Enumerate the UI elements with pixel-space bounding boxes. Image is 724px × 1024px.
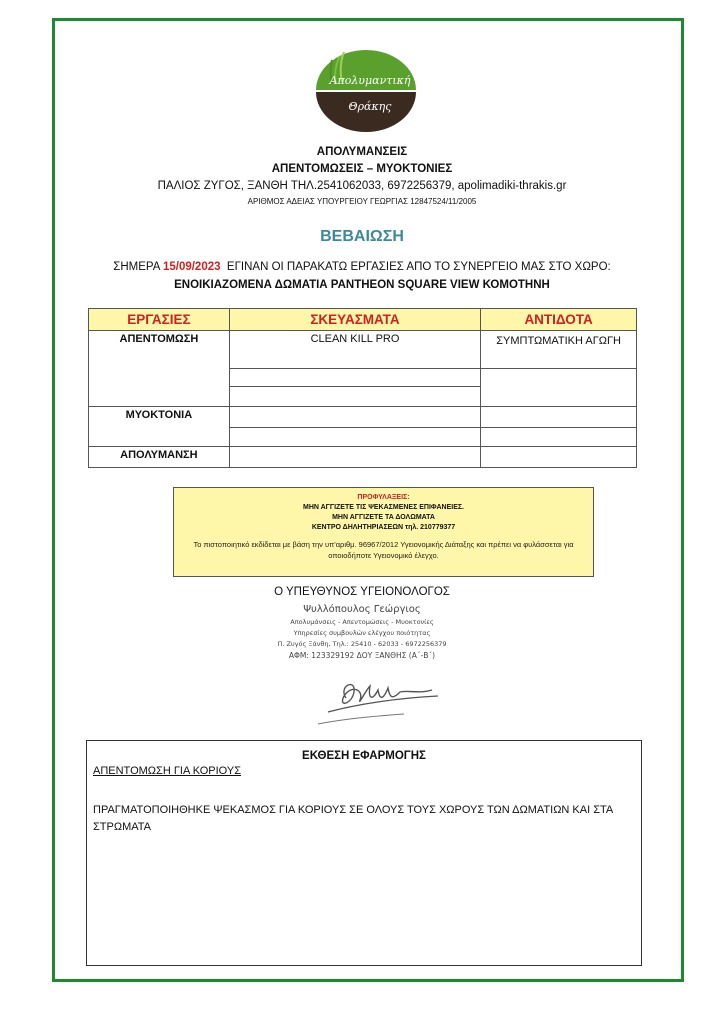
- company-logo: [310, 50, 422, 134]
- antidote-cell: ΣΥΜΠΤΩΜΑΤΙΚΗ ΑΓΩΓΗ: [481, 331, 637, 369]
- empty-cell: [229, 407, 480, 428]
- header-works: ΕΡΓΑΣΙΕΣ: [89, 309, 230, 331]
- handwritten-signature: [308, 668, 448, 728]
- empty-cell: [229, 369, 480, 387]
- precaution-line: ΜΗΝ ΑΓΓΙΖΕΤΕ ΤΑ ΔΟΛΩΜΑΤΑ: [332, 514, 435, 521]
- today-suffix: ΕΓΙΝΑΝ ΟΙ ΠΑΡΑΚΑΤΩ ΕΡΓΑΣΙΕΣ ΑΠΟ ΤΟ ΣΥΝΕΡΓΕΙΟ ΜΑΣ ΣΤΟ ΧΩΡΟ:: [220, 261, 611, 273]
- empty-cell: [229, 387, 480, 407]
- poison-center-line: ΚΕΝΤΡΟ ΔΗΛΗΤΗΡΙΑΣΕΩΝ τηλ. 210779377: [311, 524, 456, 531]
- logo-text-top: Απολυμαντική: [329, 74, 411, 87]
- signoff-block: [0, 586, 724, 660]
- header-products: ΣΚΕΥΑΣΜΑΤΑ: [229, 309, 480, 331]
- table-row: [89, 447, 637, 468]
- license-number: ΑΡΙΘΜΟΣ ΑΔΕΙΑΣ ΥΠΟΥΡΓΕΙΟΥ ΓΕΩΡΓΙΑΣ 12847524/11/2005: [247, 197, 477, 206]
- stamp-line: Π. Ζυγός Ξάνθη, Τηλ.: 25410 - 62033 - 6972256379: [277, 640, 447, 648]
- header-line1: ΑΠΟΛΥΜΑΝΣΕΙΣ: [316, 146, 408, 158]
- category-disinsection: ΑΠΕΝΤΟΜΩΣΗ: [89, 331, 230, 407]
- today-statement: [0, 261, 724, 273]
- today-prefix: ΣΗΜΕΡΑ: [113, 261, 163, 273]
- precautions-heading: ΠΡΟΦΥΛΑΞΕΙΣ:: [357, 494, 410, 501]
- company-address: ΠΑΛΙΟΣ ΖΥΓΟΣ, ΞΑΝΘΗ ΤΗΛ.2541062033, 6972256379, apolimadiki-thrakis.gr: [157, 180, 567, 192]
- precautions-box: [173, 487, 594, 577]
- empty-cell: [229, 447, 480, 468]
- category-rodent-control: ΜΥΟΚΤΟΝΙΑ: [89, 407, 230, 447]
- report-title: ΕΚΘΕΣΗ ΕΦΑΡΜΟΓΗΣ: [302, 750, 426, 762]
- service-date: 15/09/2023: [162, 261, 221, 273]
- certificate-title: ΒΕΒΑΙΩΣΗ: [320, 228, 404, 245]
- precaution-line: ΜΗΝ ΑΓΓΙΖΕΤΕ ΤΙΣ ΨΕΚΑΣΜΕΝΕΣ ΕΠΙΦΑΝΕΙΕΣ.: [302, 504, 465, 511]
- report-subtitle: ΑΠΕΝΤΟΜΩΣΗ ΓΙΑ ΚΟΡΙΟΥΣ: [93, 765, 242, 777]
- product-cell: CLEAN KILL PRO: [229, 331, 480, 369]
- report-body: ΠΡΑΓΜΑΤΟΠΟΙΗΘΗΚΕ ΨΕΚΑΣΜΟΣ ΓΙΑ ΚΟΡΙΟΥΣ ΣΕ ΟΛΟΥΣ ΤΟΥΣ ΧΩΡΟΥΣ ΤΩΝ ΔΩΜΑΤΙΩΝ ΚΑΙ ΣΤΑ ΣΤΡΩΜΑΤΑ: [93, 804, 613, 834]
- table-header-row: [89, 309, 637, 331]
- stamp-line: Υπηρεσίες συμβουλών ελέγχου ποιότητας: [293, 629, 431, 637]
- table-row: [89, 407, 637, 428]
- stamp-line: ΑΦΜ: 123329192 ΔΟΥ ΞΑΝΘΗΣ (Α΄-Β΄): [288, 651, 436, 660]
- stamp-name: Ψυλλόπουλος Γεώργιος: [303, 604, 421, 615]
- header-antidotes: ΑΝΤΙΔΟΤΑ: [481, 309, 637, 331]
- service-location: ΕΝΟΙΚΙΑΖΟΜΕΝΑ ΔΩΜΑΤΙΑ PANTHEON SQUARE VIEW ΚΟΜΟΤΗΝΗ: [174, 279, 550, 291]
- legal-note: Το πιστοποιητικό εκδίδεται με βάση την υπ'αριθμ. 96967/2012 Υγειονομικής Διάταξης και πρέπει να φυλάσσεται για οποιοδήποτε Υγειονομικό έλεγχο.: [193, 540, 574, 560]
- empty-cell: [481, 447, 637, 468]
- company-stamp: [0, 604, 724, 660]
- stamp-line: Απολυμάνσεις - Απεντομώσεις - Μυοκτονίες: [290, 618, 434, 626]
- empty-cell: [229, 428, 480, 447]
- header-line2: ΑΠΕΝΤΟΜΩΣΕΙΣ – ΜΥΟΚΤΟΝΙΕΣ: [271, 163, 453, 175]
- category-disinfection: ΑΠΟΛΥΜΑΝΣΗ: [89, 447, 230, 468]
- empty-cell: [481, 369, 637, 407]
- responsible-title: Ο ΥΠΕΥΘΥΝΟΣ ΥΓΕΙΟΝΟΛΟΓΟΣ: [274, 586, 450, 598]
- logo-text-bottom: Θράκης: [348, 100, 392, 113]
- empty-cell: [481, 407, 637, 428]
- empty-cell: [481, 428, 637, 447]
- works-table: [88, 308, 637, 468]
- application-report: [86, 740, 642, 966]
